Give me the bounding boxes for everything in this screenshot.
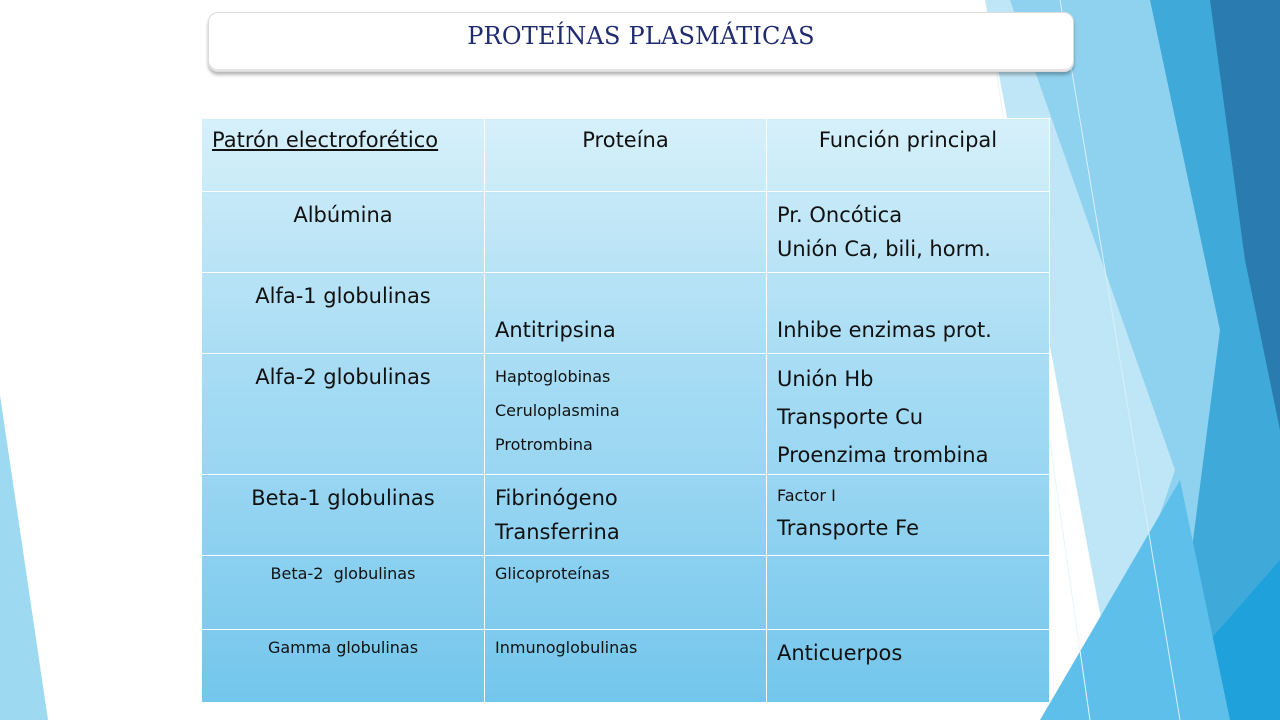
pattern-cell <box>202 475 485 556</box>
pattern-cell <box>202 354 485 475</box>
header-protein: Proteína <box>582 128 669 152</box>
pattern-label: Alfa-2 globulinas <box>255 365 431 389</box>
protein-item: Ceruloplasmina <box>495 401 620 420</box>
protein-cell <box>485 556 767 630</box>
function-cell <box>767 630 1050 703</box>
function-item: Transporte Fe <box>777 516 919 540</box>
page-title: PROTEÍNAS PLASMÁTICAS <box>467 22 815 50</box>
header-pattern: Patrón electroforético <box>212 128 439 152</box>
protein-cell <box>485 354 767 475</box>
pattern-label: Beta-1 globulinas <box>251 486 435 510</box>
header-function: Función principal <box>818 128 998 152</box>
function-cell <box>767 556 1050 630</box>
pattern-cell <box>202 192 485 273</box>
protein-item: Glicoproteínas <box>495 564 610 583</box>
pattern-cell <box>202 556 485 630</box>
function-item: Unión Hb <box>777 367 874 391</box>
protein-cell <box>485 273 767 354</box>
table-header-row <box>202 119 1050 192</box>
protein-item: Protrombina <box>495 435 593 454</box>
function-cell <box>767 354 1050 475</box>
header-cell-protein <box>485 119 767 192</box>
header-cell-function <box>767 119 1050 192</box>
function-item: Anticuerpos <box>777 641 903 665</box>
protein-item: Inmunoglobulinas <box>495 638 638 657</box>
function-item: Transporte Cu <box>777 405 924 429</box>
function-cell <box>767 273 1050 354</box>
protein-cell <box>485 630 767 703</box>
plasma-proteins-table <box>201 118 1050 703</box>
table-row <box>202 192 1050 273</box>
table-row <box>202 630 1050 703</box>
protein-cell <box>485 475 767 556</box>
protein-item: Fibrinógeno <box>495 486 618 510</box>
protein-item: Haptoglobinas <box>495 367 611 386</box>
function-item: Factor I <box>777 486 836 505</box>
pattern-label: Gamma globulinas <box>267 638 419 657</box>
title-bar <box>208 12 1074 72</box>
function-cell <box>767 475 1050 556</box>
table-row <box>202 475 1050 556</box>
protein-item: Antitripsina <box>495 318 616 342</box>
pattern-cell <box>202 273 485 354</box>
protein-item: Transferrina <box>495 520 620 544</box>
function-item: Proenzima trombina <box>777 443 989 467</box>
function-item: Inhibe enzimas prot. <box>777 318 992 342</box>
function-cell <box>767 192 1050 273</box>
table-row <box>202 556 1050 630</box>
header-cell-pattern <box>202 119 485 192</box>
function-item: Unión Ca, bili, horm. <box>777 237 991 261</box>
table-row <box>202 273 1050 354</box>
left-accent-shape <box>0 395 48 720</box>
pattern-label: Beta-2 globulinas <box>270 564 416 583</box>
protein-cell <box>485 192 767 273</box>
pattern-label: Albúmina <box>293 203 393 227</box>
pattern-cell <box>202 630 485 703</box>
function-item: Pr. Oncótica <box>777 203 903 227</box>
table-row <box>202 354 1050 475</box>
pattern-label: Alfa-1 globulinas <box>255 284 431 308</box>
